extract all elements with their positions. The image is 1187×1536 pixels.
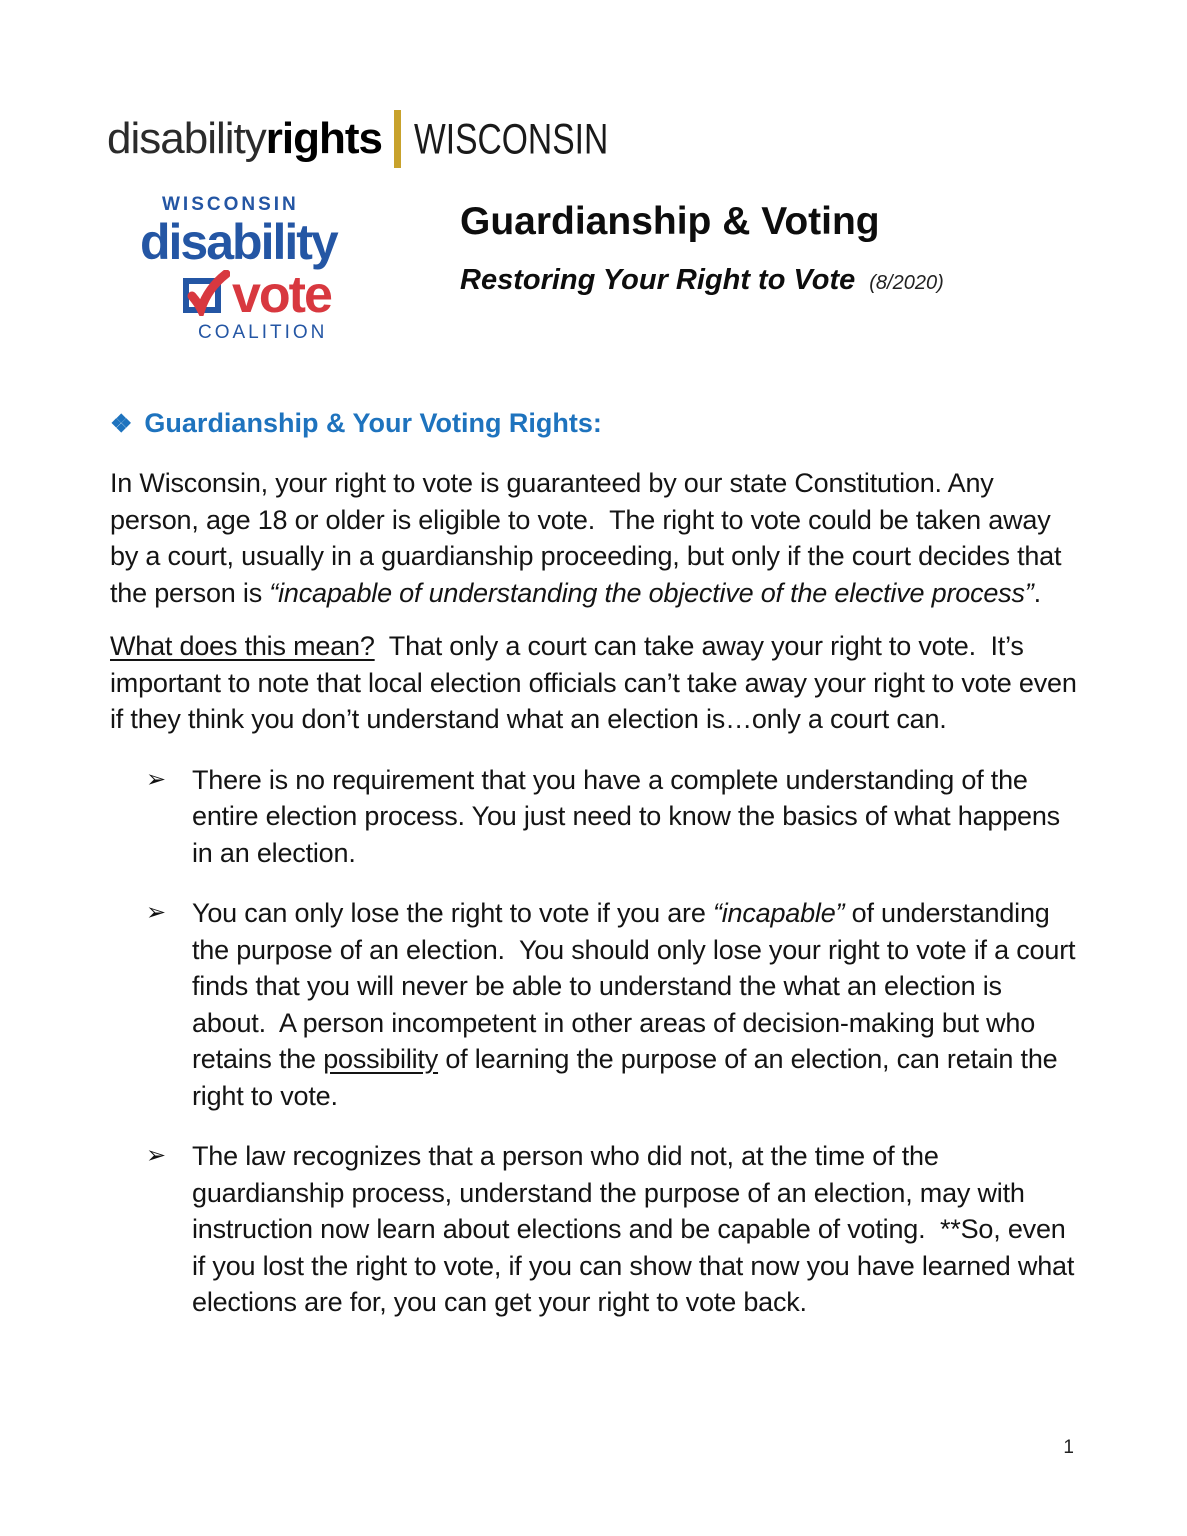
- coalition-logo-vote: vote: [232, 266, 331, 324]
- gold-divider-bar: [394, 110, 401, 168]
- bullet-item: [146, 1138, 1082, 1321]
- text-segment: In Wisconsin, your right to vote is guaranteed by our state Constitution. Any person, age 18 or older is eligible to vote. The right to vote could be taken away by a court, usually in a guardianship proceeding, but only if the court decides that the person is: [110, 468, 1069, 608]
- text-segment: There is no requirement that you have a complete understanding of the entire election process. You just need to know the basics of what happens in an election.: [192, 764, 1068, 868]
- text-segment: “incapable”: [712, 898, 845, 928]
- text-segment: You can only lose the right to vote if you are: [192, 898, 713, 928]
- paragraph: [110, 465, 1077, 611]
- text-blocks: [110, 465, 1084, 1321]
- page-number: 1: [1063, 1437, 1074, 1458]
- subtitle-row: [460, 264, 944, 297]
- bullet-item: [146, 895, 1083, 1114]
- checkbox-checkmark-icon: [182, 270, 230, 321]
- bullet-text: [192, 1138, 1082, 1321]
- section-heading: [110, 408, 1077, 439]
- document-body: [0, 408, 1187, 1321]
- paragraph: [110, 628, 1084, 738]
- text-segment: “incapable of understanding the objective of the elective process”: [269, 577, 1034, 608]
- coalition-logo-disability: disability: [140, 214, 337, 270]
- disability-rights-wisconsin-logo: [0, 0, 1187, 168]
- coalition-logo-coalition: COALITION: [198, 322, 328, 343]
- disability-vote-coalition-logo: [140, 194, 390, 344]
- drw-logo-rights: rights: [265, 114, 382, 163]
- text-segment: The law recognizes that a person who did not, at the time of the guardianship process, understand the purpose of an election, may with instruction now learn about elections and be capable of voting. **So, even if you lost the right to vote, if you can show that now you have learned what elections are for, you can get your right to vote back.: [192, 1141, 1082, 1317]
- document-header: [0, 0, 1187, 344]
- header-row: [0, 194, 1187, 344]
- drw-logo-state: WISCONSIN: [413, 114, 609, 163]
- bullet-text: [192, 762, 1077, 872]
- drw-logo-disability: disability: [107, 114, 266, 163]
- bullet-item: [146, 762, 1077, 872]
- bullet-text: [192, 895, 1083, 1114]
- text-segment: .: [1033, 577, 1041, 608]
- arrow-bullet-icon: ➢: [146, 899, 167, 926]
- arrow-bullet-icon: ➢: [146, 765, 167, 793]
- arrow-bullet-icon: ➢: [146, 1142, 167, 1169]
- page-subtitle: Restoring Your Right to Vote: [460, 264, 856, 296]
- text-segment: of learning the purpose of an election, can retain the right to vote.: [192, 1044, 1065, 1111]
- coalition-logo-vote-row: [182, 266, 390, 324]
- text-segment: That only a court can take away your right to vote. It’s important to note that local election officials can’t take away your right to vote even if they think you don’t understand what an election is…only a court can.: [110, 631, 1084, 734]
- text-segment: possibility: [323, 1044, 439, 1074]
- document-date: (8/2020): [869, 272, 944, 294]
- coalition-logo-wisconsin: WISCONSIN: [162, 194, 299, 215]
- page-title: Guardianship & Voting: [460, 200, 880, 243]
- diamond-bullet-icon: ❖: [110, 410, 133, 438]
- title-block: [460, 194, 944, 344]
- text-segment: of understanding the purpose of an election. You should only lose your right to vote if a court finds that you will never be able to understand the what an election is about. A person incompetent in other areas of decision-making but who retains the: [192, 898, 1083, 1074]
- drw-logo-wordmark: [107, 114, 382, 163]
- section-heading-text: Guardianship & Your Voting Rights:: [144, 408, 602, 438]
- text-segment: What does this mean?: [110, 631, 375, 661]
